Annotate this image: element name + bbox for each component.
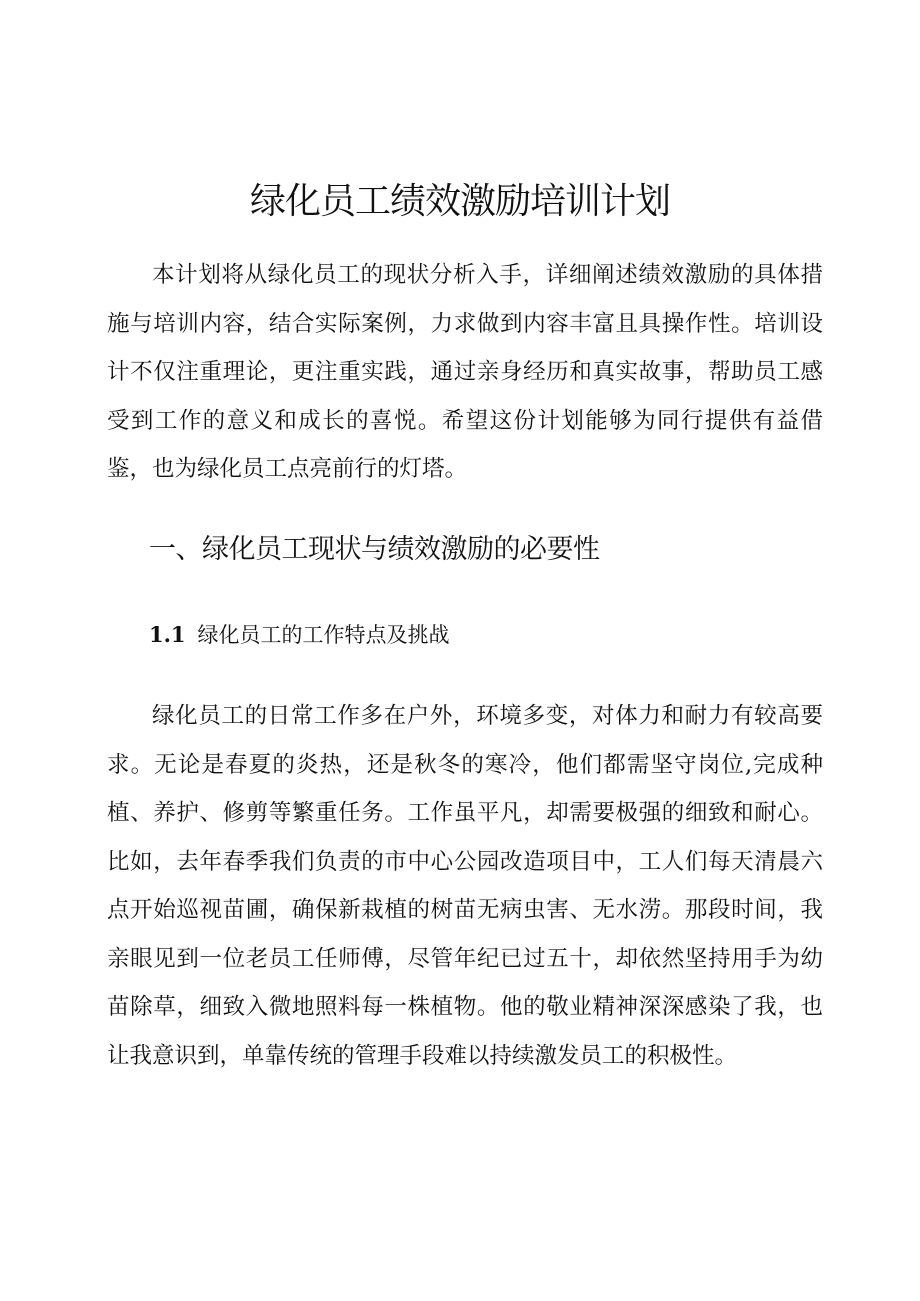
subsection-number: 1.1 (149, 622, 186, 647)
subsection-title: 绿化员工的工作特点及挑战 (197, 623, 450, 647)
subsection-1-1-heading (149, 617, 450, 653)
subsection-1-1-body: 绿化员工的日常工作多在户外，环境多变，对体力和耐力有较高要求。无论是春夏的炎热，还是秋冬的寒冷，他们都需坚守岗位,完成种植、养护、修剪等繁重任务。工作虽平凡，却需要极强的细致和耐心。比如，去年春季我们负责的市中心公园改造项目中，工人们每天清晨六点开始巡视苗圃，确保新栽植的树苗无病虫害、无水涝。那段时间，我亲眼见到一位老员工任师傅，尽管年纪已过五十，却依然坚持用手为幼苗除草，细致入微地照料每一株植物。他的敬业精神深深感染了我，也让我意识到，单靠传统的管理手段难以持续激发员工的积极性。 (107, 703, 823, 1069)
intro-paragraph: 本计划将从绿化员工的现状分析入手，详细阐述绩效激励的具体措施与培训内容，结合实际案例，力求做到内容丰富且具操作性。培训设计不仅注重理论，更注重实践，通过亲身经历和真实故事，帮助员工感受到工作的意义和成长的喜悦。希望这份计划能够为同行提供有益借鉴，也为绿化员工点亮前行的灯塔。 (107, 262, 823, 482)
section-1-heading: 一、绿化员工现状与绩效激励的必要性 (149, 534, 600, 565)
document-title: 绿化员工绩效激励培训计划 (249, 181, 670, 222)
